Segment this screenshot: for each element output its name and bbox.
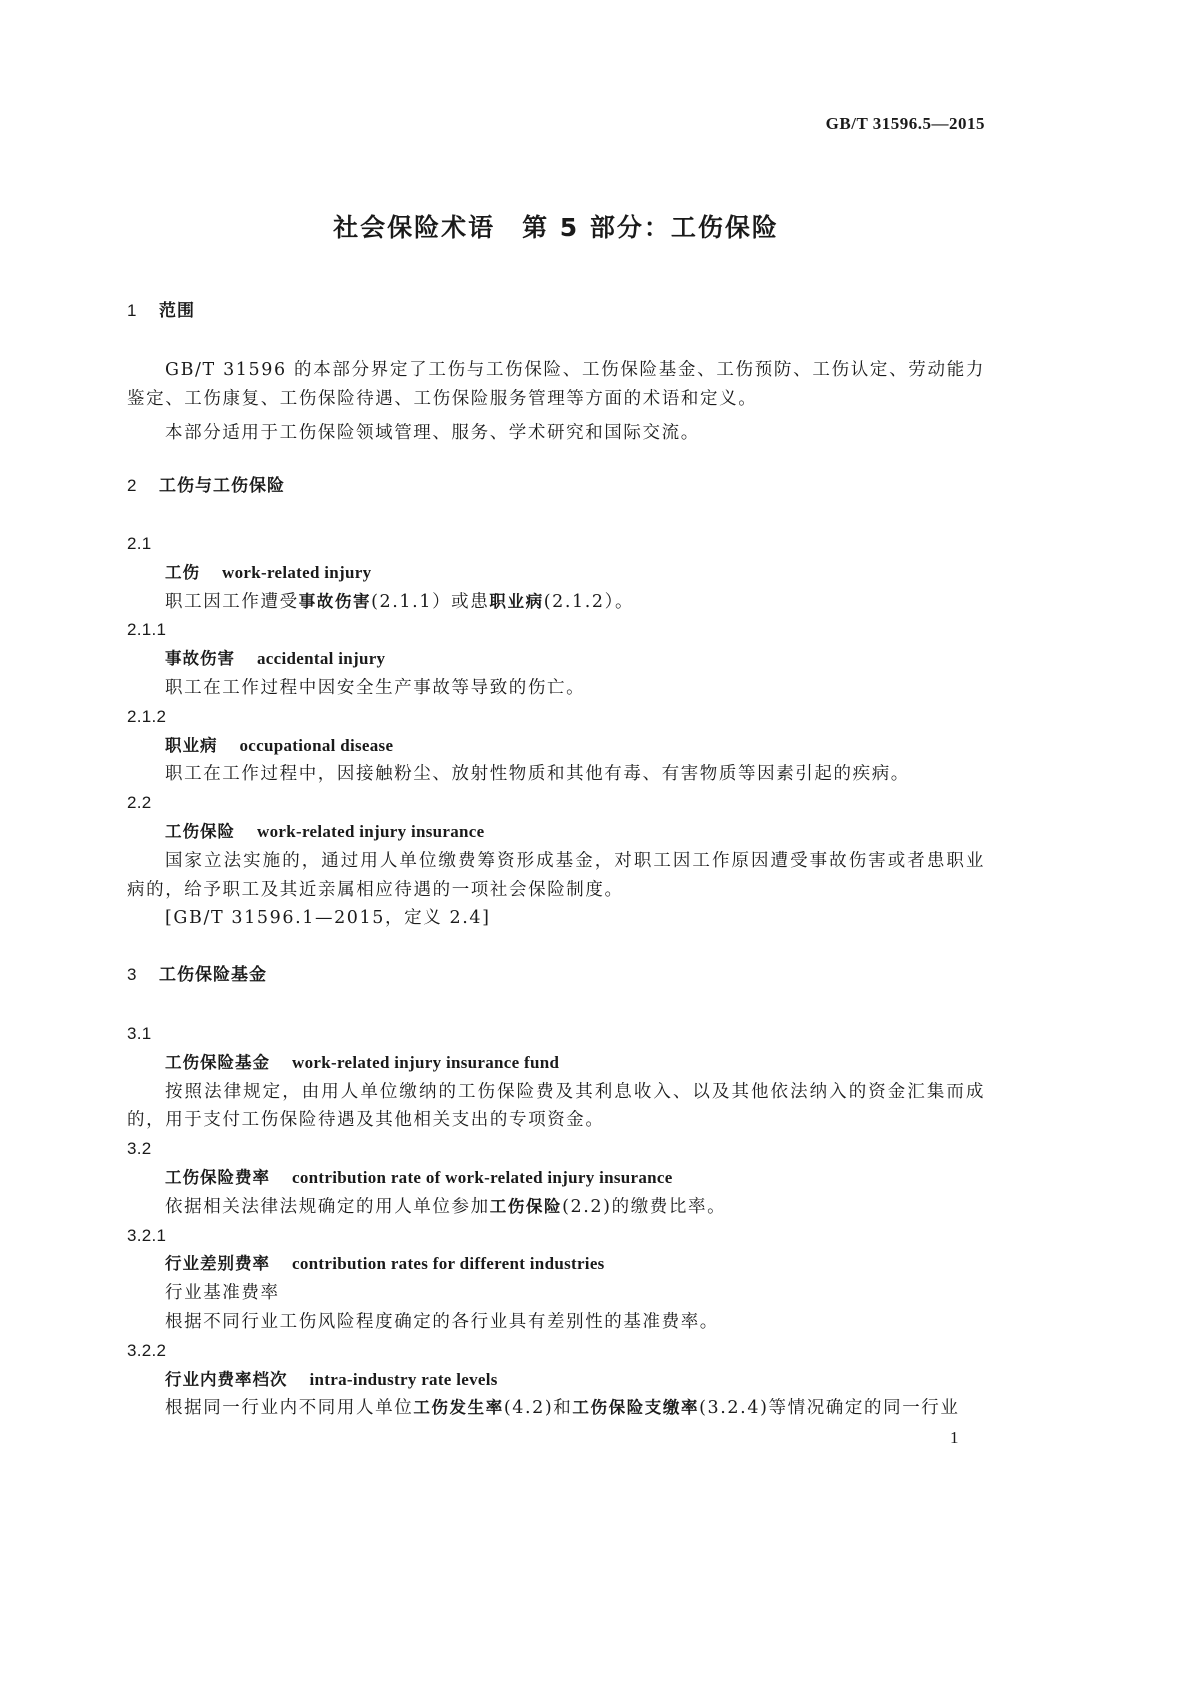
section-title: 工伤保险基金 xyxy=(159,965,267,986)
clause-number: 3.2 xyxy=(127,1139,152,1159)
clause-number: 2.1.1 xyxy=(127,620,167,640)
section-number: 2 xyxy=(127,476,138,496)
section-heading-1 xyxy=(127,297,985,326)
cross-ref-term: 工伤保险支缴率 xyxy=(572,1398,700,1418)
paragraph: 本部分适用于工伤保险领域管理、服务、学术研究和国际交流。 xyxy=(165,423,700,444)
section-number: 1 xyxy=(127,301,138,320)
term-en: contribution rate of work-related injury insurance xyxy=(292,1167,673,1187)
section-heading-2 xyxy=(127,472,985,501)
term-zh: 工伤保险费率 xyxy=(165,1167,270,1187)
definition: 根据不同行业工伤风险程度确定的各行业具有差别性的基准费率。 xyxy=(165,1311,719,1332)
definition: 职工在工作过程中因安全生产事故等导致的伤亡。 xyxy=(165,677,586,698)
definition: 国家立法实施的，通过用人单位缴费筹资形成基金，对职工因工作原因遭受事故伤害或者患职业病的，给予职工及其近亲属相应待遇的一项社会保险制度。 xyxy=(127,850,985,900)
term-entry xyxy=(127,1250,985,1279)
clause-number: 3.1 xyxy=(127,1023,152,1043)
def-text: (2.1.1）或患 xyxy=(371,591,490,612)
term-en: work-related injury xyxy=(222,562,372,582)
cross-ref-term: 工伤保险 xyxy=(489,1196,563,1216)
clause-number: 2.2 xyxy=(127,793,152,813)
term-entry xyxy=(127,645,985,674)
definition xyxy=(127,1193,985,1222)
def-text: 职工因工作遭受 xyxy=(165,591,299,612)
cross-ref-term: 职业病 xyxy=(489,591,544,611)
term-zh: 工伤保险基金 xyxy=(165,1052,270,1072)
clause-number: 2.1 xyxy=(127,533,152,553)
term-en: contribution rates for different industries xyxy=(292,1254,605,1274)
admitted-term: 行业基准费率 xyxy=(165,1283,280,1304)
def-text: (3.2.4)等情况确定的同一行业 xyxy=(699,1398,960,1419)
page-number: 1 xyxy=(950,1428,959,1447)
section-heading-3 xyxy=(127,961,985,990)
document-body xyxy=(127,297,985,1423)
definition xyxy=(127,1394,985,1423)
paragraph: GB/T 31596 的本部分界定了工伤与工伤保险、工伤保险基金、工伤预防、工伤认定、劳动能力鉴定、工伤康复、工伤保险待遇、工伤保险服务管理等方面的术语和定义。 xyxy=(127,359,985,409)
term-en: work-related injury insurance fund xyxy=(292,1052,560,1072)
term-entry xyxy=(127,732,985,761)
definition: 职工在工作过程中，因接触粉尘、放射性物质和其他有毒、有害物质等因素引起的疾病。 xyxy=(165,764,910,785)
term-zh: 工伤 xyxy=(165,562,200,582)
cross-ref-term: 工伤发生率 xyxy=(413,1398,504,1418)
term-zh: 行业差别费率 xyxy=(165,1254,270,1274)
def-text: (4.2)和 xyxy=(503,1398,573,1419)
document-title: 社会保险术语 第 5 部分：工伤保险 xyxy=(333,213,779,242)
clause-number: 3.2.1 xyxy=(127,1225,167,1245)
section-number: 3 xyxy=(127,965,138,985)
term-zh: 工伤保险 xyxy=(165,821,235,841)
cross-ref-term: 事故伤害 xyxy=(298,591,372,611)
clause-number: 2.1.2 xyxy=(127,706,167,726)
term-en: work-related injury insurance xyxy=(257,821,485,841)
def-text: 根据同一行业内不同用人单位 xyxy=(165,1398,414,1419)
def-text: (2.2)的缴费比率。 xyxy=(562,1196,727,1217)
term-entry xyxy=(127,1049,985,1078)
term-entry xyxy=(127,818,985,847)
section-title: 范围 xyxy=(159,301,195,321)
term-en: intra-industry rate levels xyxy=(309,1369,498,1389)
term-entry xyxy=(127,1366,985,1395)
term-en: accidental injury xyxy=(257,649,386,669)
term-zh: 职业病 xyxy=(165,735,218,755)
def-text: 依据相关法律法规确定的用人单位参加 xyxy=(165,1196,490,1217)
clause-number: 3.2.2 xyxy=(127,1340,167,1360)
def-text: (2.1.2）。 xyxy=(543,591,635,612)
term-entry xyxy=(127,1164,985,1193)
standard-code: GB/T 31596.5—2015 xyxy=(825,114,985,133)
definition xyxy=(127,588,985,617)
term-entry xyxy=(127,559,985,588)
definition: 按照法律规定，由用人单位缴纳的工伤保险费及其利息收入、以及其他依法纳入的资金汇集而成的，用于支付工伤保险待遇及其他相关支出的专项资金。 xyxy=(127,1081,985,1131)
term-en: occupational disease xyxy=(239,735,394,755)
term-zh: 行业内费率档次 xyxy=(165,1369,288,1389)
term-zh: 事故伤害 xyxy=(165,649,235,669)
source-reference: [GB/T 31596.1—2015，定义 2.4] xyxy=(165,908,491,929)
section-title: 工伤与工伤保险 xyxy=(159,476,285,497)
